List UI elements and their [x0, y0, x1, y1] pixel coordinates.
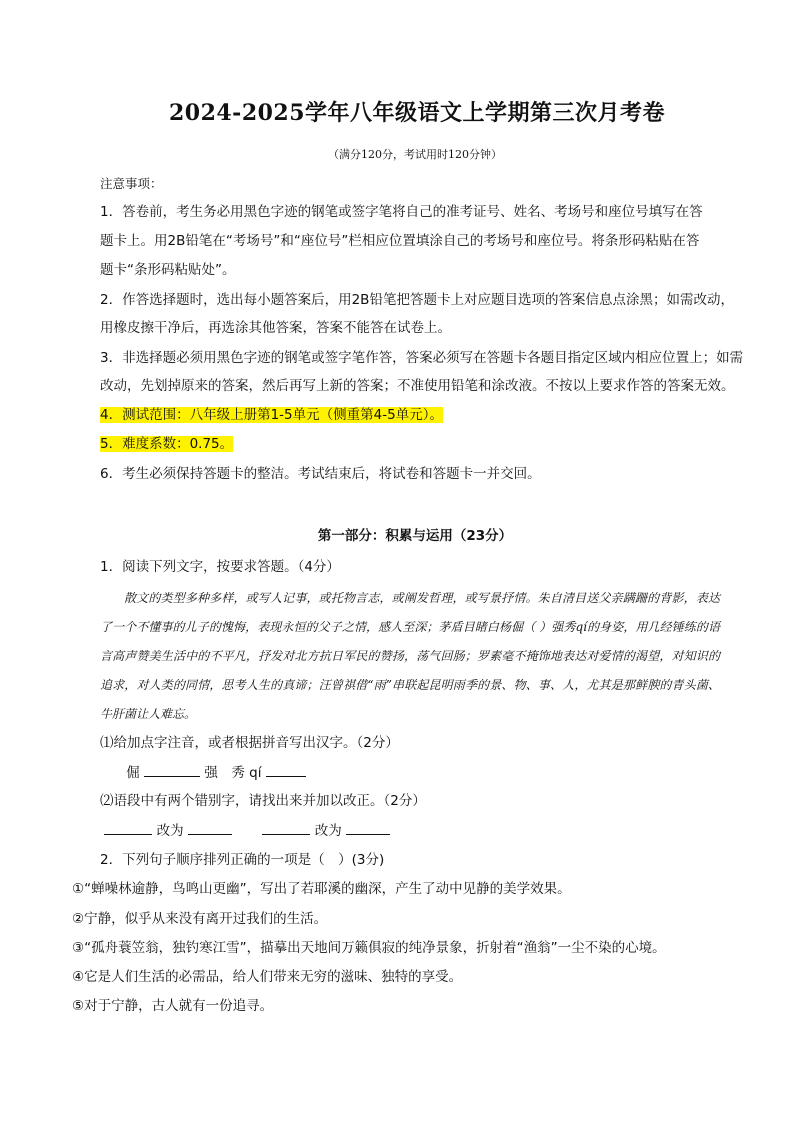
q1-passage: 散文的类型多种多样，或写人记事，或托物言志，或阐发哲理，或写景抒情。朱自清目送父亲蹒跚的背影，表达了一个不懂事的儿子的愧悔，表现永恒的父子之情，感人至深；茅盾目睹白杨倔（ ）强秀qí的身姿，用几经锤练的语言高声赞美生活中的不平凡，抒发对北方抗日军民的赞扬，荡气回肠；罗素毫不掩饰地表达对爱情的渴望，对知识的追求，对人类的同情，思考人生的真谛；汪曾祺借“雨”串联起昆明雨季的景、物、事、人，尤其是那鲜腴的青头菌、牛肝菌让人难忘。	[100, 591, 720, 721]
notice-item-4	[100, 405, 720, 425]
notice-item-2-line-1: 2．作答选择题时，选出每小题答案后，用2B铅笔把答题卡上对应题目选项的答案信息点涂黑；如需改动，	[100, 292, 734, 308]
q1-sub1-char: 倔	[126, 765, 140, 781]
notice-item-1-line-1: 1．答卷前，考生务必用黑色字迹的钢笔或签字笔将自己的准考证号、姓名、考场号和座位号填写在答	[100, 204, 703, 220]
q2-item-5: ⑤对于宁静，古人就有一份追寻。	[72, 998, 274, 1014]
q1-sub1-blank-2[interactable]	[266, 762, 306, 777]
q1-sub2-blank-4[interactable]	[346, 820, 390, 835]
q1-sub2: ⑵语段中有两个错别字，请找出来并加以改正。（2分）	[100, 793, 426, 809]
section1-heading: 第一部分：积累与运用（23分）	[317, 528, 513, 544]
notice-item-3-line-1: 3．非选择题必须用黑色字迹的钢笔或签字笔作答，答案必须写在答题卡各题目指定区域内相应位置上；如需	[100, 350, 744, 366]
q1-sub2-change-2: 改为	[314, 823, 342, 839]
q1-sub1-answer-row	[100, 762, 720, 783]
notice-item-1-line-3: 题卡“条形码粘贴处”。	[100, 262, 236, 278]
q2-stem: 2．下列句子顺序排列正确的一项是（ ）(3分)	[100, 852, 385, 868]
notice-item-1-line-2: 题卡上。用2B铅笔在“考场号”和“座位号”栏相应位置填涂自己的考场号和座位号。将条形码粘贴在答	[100, 233, 700, 249]
q2-item-1: ①“蝉噪林逾静，鸟鸣山更幽”，写出了若耶溪的幽深，产生了动中见静的美学效果。	[72, 881, 571, 897]
page-title: 2024-2025学年八年级语文上学期第三次月考卷	[168, 100, 666, 126]
q1-stem: 1．阅读下列文字，按要求答题。（4分）	[100, 559, 340, 575]
q1-sub2-blank-2[interactable]	[188, 820, 232, 835]
notice-item-6: 6．考生必须保持答题卡的整洁。考试结束后，将试卷和答题卡一并交回。	[100, 466, 541, 482]
notice-item-4-highlight: 4．测试范围：八年级上册第1-5单元（侧重第4-5单元）。	[100, 407, 443, 423]
q1-sub1-text: 强 秀 qí	[204, 765, 262, 781]
q1-sub2-blank-3[interactable]	[262, 820, 310, 835]
q2-item-3: ③“孤舟蓑笠翁，独钓寒江雪”，描摹出天地间万籁俱寂的纯净景象，折射着“渔翁”一尘不染的心境。	[72, 940, 666, 956]
q2-item-4: ④它是人们生活的必需品，给人们带来无穷的滋味、独特的享受。	[72, 969, 463, 985]
page-subtitle: （满分120分，考试用时120分钟）	[328, 148, 502, 161]
q2-item-2: ②宁静，似乎从来没有离开过我们的生活。	[72, 911, 328, 927]
q1-sub2-blank-1[interactable]	[104, 820, 152, 835]
q1-sub1-blank-1[interactable]	[144, 762, 200, 777]
q1-sub2-change-1: 改为	[156, 823, 184, 839]
notice-item-5-highlight: 5．难度系数：0.75。	[100, 436, 234, 452]
notice-item-3-line-2: 改动，先划掉原来的答案，然后再写上新的答案；不准使用铅笔和涂改液。不按以上要求作答的答案无效。	[100, 378, 735, 394]
notice-item-2-line-2: 用橡皮擦干净后，再选涂其他答案，答案不能答在试卷上。	[100, 320, 451, 336]
q1-sub2-answer-row	[100, 820, 720, 841]
notice-item-5	[100, 434, 720, 454]
notice-heading: 注意事项：	[100, 176, 163, 191]
q1-sub1: ⑴给加点字注音，或者根据拼音写出汉字。（2分）	[100, 735, 399, 751]
